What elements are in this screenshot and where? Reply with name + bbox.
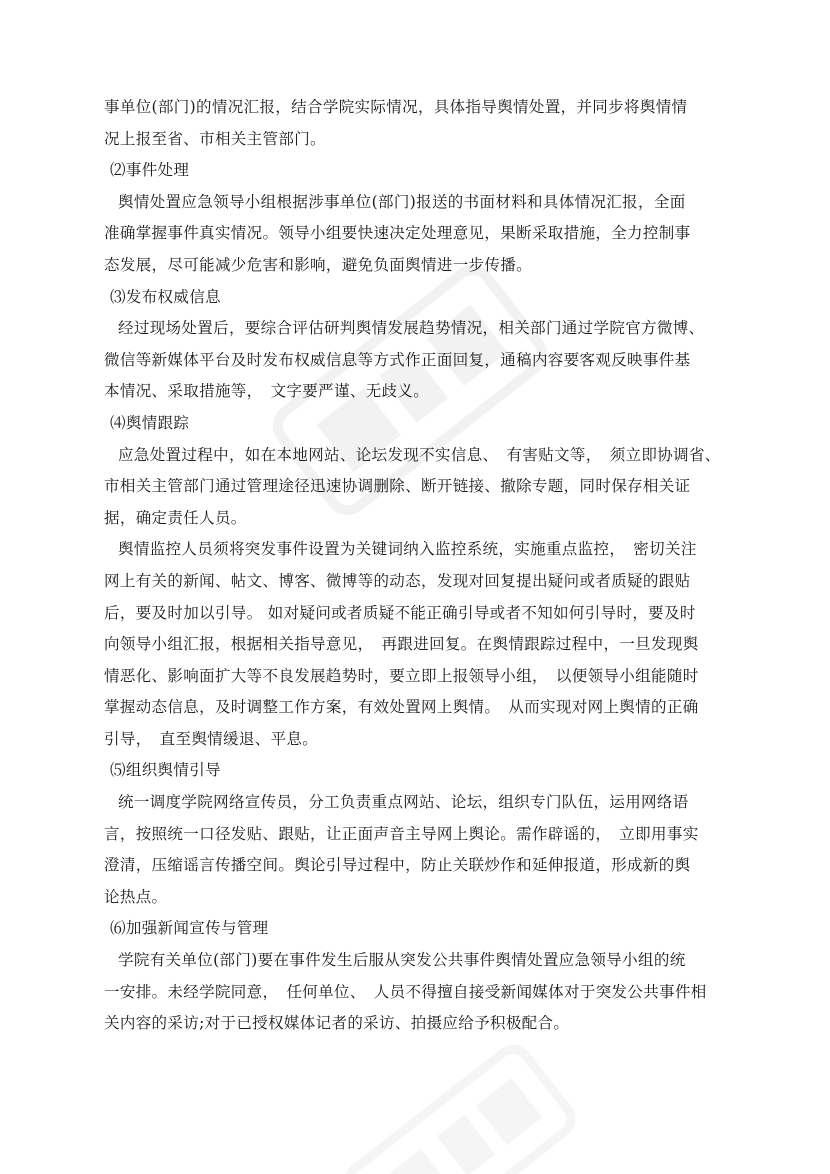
paragraph-line: 据，确定责任人员。 (104, 508, 247, 527)
section-heading: ⑹加强新闻宣传与管理 (110, 919, 269, 938)
paragraph-line: 态发展，尽可能减少危害和影响，避免负面舆情进一步传播。 (104, 255, 532, 274)
paragraph-line: 准确掌握事件真实情况。领导小组要快速决定处理意见，果断采取措施，全力控制事 (104, 224, 691, 243)
paragraph-line: 澄清，压缩谣言传播空间。舆论引导过程中，防止关联炒作和延伸报道，形成新的舆 (104, 856, 691, 875)
paragraph-line: 情恶化、影响面扩大等不良发展趋势时，要立即上报领导小组， 以便领导小组能随时 (104, 666, 699, 685)
section-heading: ⑶发布权威信息 (110, 287, 221, 306)
paragraph-line: 后，要及时加以引导。 如对疑问或者质疑不能正确引导或者不知如何引导时，要及时 (104, 603, 696, 622)
document-body (104, 92, 744, 1040)
section-heading: ⑷舆情跟踪 (110, 413, 190, 432)
paragraph-line: 应急处置过程中，如在本地网站、论坛发现不实信息、 有害贴文等， 须立即协调省、 (118, 445, 721, 464)
paragraph-line: 本情况、采取措施等， 文字要严谨、无歧义。 (104, 382, 430, 401)
paragraph-line: 论热点。 (104, 887, 168, 906)
paragraph-line: 微信等新媒体平台及时发布权威信息等方式作正面回复，通稿内容要客观反映事件基 (104, 350, 691, 369)
paragraph-line: 向领导小组汇报，根据相关指导意见， 再跟进回复。在舆情跟踪过程中，一旦发现舆 (104, 635, 699, 654)
intro-line: 事单位(部门)的情况汇报，结合学院实际情况，具体指导舆情处置，并同步将舆情情 (104, 98, 688, 116)
section-heading: ⑸组织舆情引导 (110, 761, 221, 780)
section-heading: ⑵事件处理 (110, 161, 190, 180)
paragraph-line: 掌握动态信息，及时调整工作方案，有效处置网上舆情。 从而实现对网上舆情的正确 (104, 698, 699, 717)
paragraph-line: 舆情监控人员须将突发事件设置为关键词纳入监控系统，实施重点监控， 密切关注 (118, 540, 697, 559)
paragraph-line: 关内容的采访;对于已授权媒体记者的采访、拍摄应给予积极配合。 (104, 1014, 570, 1033)
paragraph-line: 一安排。未经学院同意， 任何单位、 人员不得擅自接受新闻媒体对于突发公共事件相 (104, 982, 707, 1001)
paragraph-line: 网上有关的新闻、帖文、博客、微博等的动态，发现对回复提出疑问或者质疑的跟贴 (104, 571, 691, 590)
paragraph-line: 市相关主管部门通过管理途径迅速协调删除、断开链接、撤除专题，同时保存相关证 (104, 477, 691, 496)
intro-line: 况上报至省、市相关主管部门。 (104, 129, 326, 148)
paragraph-line: 经过现场处置后，要综合评估研判舆情发展趋势情况，相关部门通过学院官方微博、 (118, 319, 705, 338)
paragraph-line: 学院有关单位(部门)要在事件发生后服从突发公共事件舆情处置应急领导小组的统 (118, 951, 686, 970)
paragraph-line: 舆情处置应急领导小组根据涉事单位(部门)报送的书面材料和具体情况汇报，全面 (118, 192, 686, 211)
paragraph-line: 统一调度学院网络宣传员，分工负责重点网站、论坛，组织专门队伍，运用网络语 (118, 793, 689, 812)
paragraph-line: 引导， 直至舆情缓退、平息。 (104, 729, 319, 748)
paragraph-line: 言，按照统一口径发贴、跟贴，让正面声音主导网上舆论。需作辟谣的， 立即用事实 (104, 824, 699, 843)
